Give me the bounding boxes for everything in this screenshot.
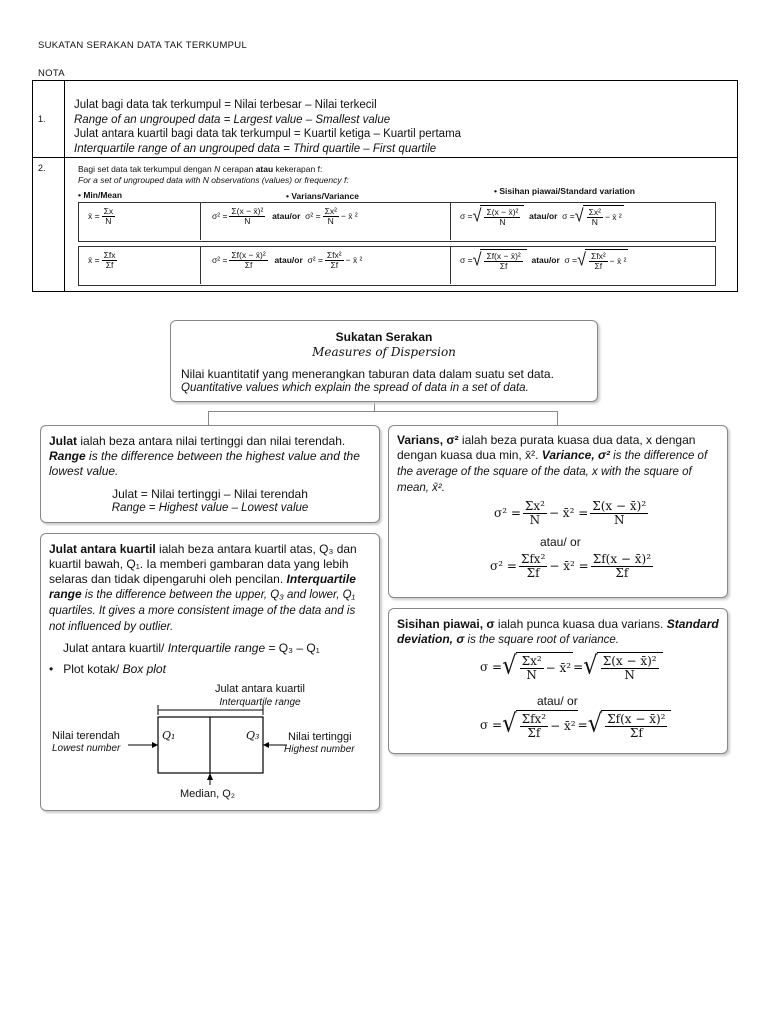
iqr-formula: Julat antara kuartil/ Interquartile range = Q₃ – Q₁ <box>63 641 320 655</box>
dispersion-subtitle: Measures of Dispersion <box>312 345 456 359</box>
sd-formula-a: σ = √ $\frac{\text{Σx²}}{N}$ − x̄² = √ $\frac{\text{Σ(x − x̄)²}}{N}$ <box>480 652 663 681</box>
table-stub-line <box>718 157 738 158</box>
bp-high-en: Highest number <box>284 744 355 755</box>
mean-formula-1: x̄ = $\frac{\Sigma x}{N}$ <box>88 206 114 226</box>
variance-formula-2: σ² = $\frac{\text{Σf(x − x̄)²}}{\Sigma f}$ atau/or σ² = $\frac{\text{Σfx²}}{\Sigma f}$ − x̄ ² <box>212 250 363 270</box>
variance-formula-a: σ² = $\frac{\text{Σx²}}{N}$ − x̄² = $\frac{\text{Σ(x − x̄)²}}{N}$ <box>494 499 647 527</box>
page-heading: SUKATAN SERAKAN DATA TAK TERKUMPUL <box>38 40 248 51</box>
mean-formula-2: x̄ = $\frac{\text{Σfx}}{\Sigma f}$ <box>88 250 116 270</box>
dispersion-desc-en: Quantitative values which explain the spread of data in a set of data. <box>181 382 529 394</box>
variance-atau: atau/ or <box>540 535 581 549</box>
sd-formula-2: σ = √ $\frac{\text{Σf(x − x̄)²}}{\Sigma f}$ atau/or σ = √ $\frac{\text{Σfx²}}{\Sigma f}$ − x̄ ² <box>460 249 627 271</box>
iqr-card: Julat antara kuartil ialah beza antara kuartil atas, Q₃ dan kuartil bawah, Q₁. Ia memberi gambaran data yang lebih selaras dan tidak dipengaruhi oleh pencilan. Interquartile range is the difference between the upper, Q₃ and lower, Q₁ quartiles. It gives a more consistent image of the data and is not influenced by outlier. Julat antara kuartil/ Interquartile range = Q₃ – Q₁ • Plot kotak/ Box plot <box>40 533 380 811</box>
row2-intro-en: For a set of ungrouped data with N observations (values) or frequency f: <box>78 175 349 185</box>
sd-atau: atau/ or <box>537 694 578 708</box>
dispersion-desc-ms: Nilai kuantitatif yang menerangkan taburan data dalam suatu set data. <box>181 367 554 381</box>
variance-formula-b: σ² = $\frac{\text{Σfx²}}{\Sigma f}$ − x̄² = $\frac{\text{Σf(x − x̄)²}}{\Sigma f}$ <box>490 552 652 580</box>
range-card: Julat ialah beza antara nilai tertinggi dan nilai terendah. Range is the difference between the highest value and the lowest value. Julat = Nilai tertinggi – Nilai terendah Range = Highest value – Lowest value <box>40 425 380 523</box>
variance-card: Varians, σ² ialah beza purata kuasa dua data, x dengan dengan kuasa dua min, x̄². Variance, σ² is the difference of the average of the square of the data, x with the square of mean, x̄². <box>388 425 728 598</box>
variance-formula-1: σ² = $\frac{\text{Σ(x − x̄)²}}{N}$ atau/or σ² = $\frac{\text{Σx²}}{N}$ − x̄ ² <box>212 206 358 226</box>
row1-number: 1. <box>38 114 46 124</box>
row2-number: 2. <box>38 163 46 173</box>
range-formula-ms: Julat = Nilai tertinggi – Nilai terendah <box>112 487 308 501</box>
sd-formula-b: σ = √ $\frac{\text{Σfx²}}{\Sigma f}$ − x̄² = √ $\frac{\text{Σf(x − x̄)²}}{\Sigma f}$ <box>480 710 671 739</box>
bp-iqr-label-en: Interquartile range <box>219 697 301 708</box>
bp-iqr-label-ms: Julat antara kuartil <box>215 683 305 695</box>
col-mean-header: • Min/Mean <box>78 190 123 200</box>
bp-median: Median, Q₂ <box>180 788 236 800</box>
measures-of-dispersion-card <box>170 320 598 402</box>
table-row-divider <box>32 157 737 158</box>
row1-content <box>74 98 461 156</box>
row1-line-2: Range of an ungrouped data = Largest value – Smallest value <box>74 113 391 126</box>
table-divider <box>64 80 65 291</box>
nota-label: NOTA <box>38 68 65 79</box>
row2-intro-ms: Bagi set data tak terkumpul dengan N cerapan atau kekerapan f: <box>78 164 323 174</box>
standard-deviation-card: Sisihan piawai, σ ialah punca kuasa dua varians. Standard deviation, σ is the square root of variance. <box>388 608 728 754</box>
sd-formula-1: σ = √ $\frac{\text{Σ(x − x̄)²}}{N}$ atau/or σ = √ $\frac{\text{Σx²}}{N}$ − x̄ ² <box>460 205 622 227</box>
bp-low-ms: Nilai terendah <box>52 730 120 742</box>
row1-line-3: Julat antara kuartil bagi data tak terkumpul = Kuartil ketiga – Kuartil pertama <box>74 128 462 140</box>
range-formula-en: Range = Highest value – Lowest value <box>111 502 309 514</box>
dispersion-title: Sukatan Serakan <box>335 330 433 344</box>
bp-low-en: Lowest number <box>52 743 121 754</box>
col-variance-header: • Varians/Variance <box>286 191 359 201</box>
bp-q3: Q₃ <box>246 729 260 742</box>
bp-q1: Q₁ <box>162 729 176 742</box>
col-sd-header: • Sisihan piawai/Standard variation <box>494 186 635 196</box>
boxplot-label: • Plot kotak/ Box plot <box>49 662 166 676</box>
row1-line-1: Julat bagi data tak terkumpul = Nilai terbesar – Nilai terkecil <box>74 99 377 111</box>
bp-high-ms: Nilai tertinggi <box>288 731 352 743</box>
row1-line-4: Interquartile range of an ungrouped data = Third quartile – First quartile <box>74 142 437 155</box>
